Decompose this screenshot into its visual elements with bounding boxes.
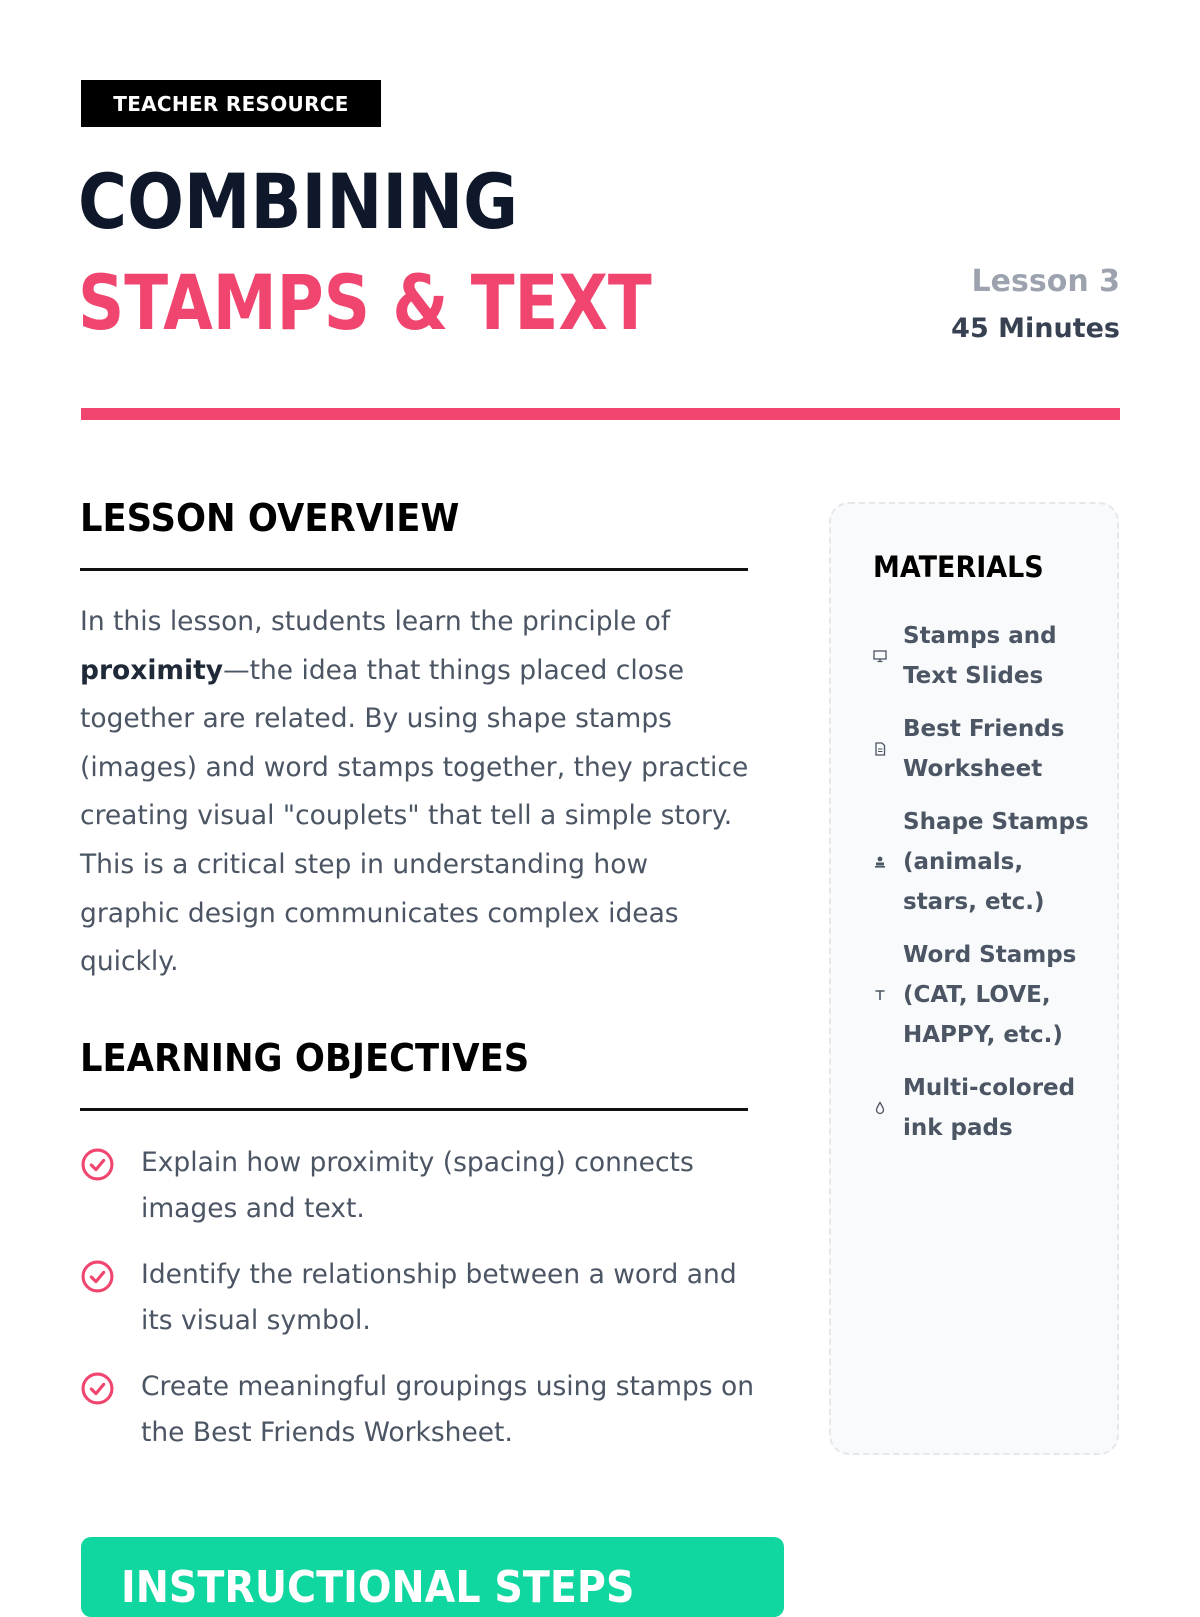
text-icon (873, 988, 887, 1002)
objective-text: Identify the relationship between a word and its visual symbol. (141, 1259, 737, 1336)
lesson-duration: 45 Minutes (951, 313, 1120, 344)
materials-heading: MATERIALS (873, 550, 1044, 584)
material-item (873, 616, 1103, 696)
objectives-heading: LEARNING OBJECTIVES (80, 1036, 530, 1080)
material-item (873, 1068, 1103, 1148)
objectives-list (80, 1140, 760, 1476)
overview-text (80, 598, 755, 987)
material-label: Best Friends Worksheet (903, 716, 1065, 782)
overview-term: proximity (80, 654, 224, 686)
stamp-icon (873, 855, 887, 869)
page-title-line1: COMBINING (78, 157, 519, 246)
check-circle-icon (81, 1372, 114, 1405)
overview-intro: In this lesson, students learn the principle of (80, 606, 671, 637)
material-label: Stamps and Text Slides (903, 623, 1057, 689)
objective-item (80, 1252, 760, 1344)
lesson-number: Lesson 3 (971, 264, 1120, 299)
material-item (873, 709, 1103, 789)
material-label: Word Stamps (CAT, LOVE, HAPPY, etc.) (903, 942, 1077, 1048)
header-divider (81, 408, 1120, 420)
materials-panel (829, 502, 1119, 1455)
material-label: Multi-colored ink pads (903, 1075, 1076, 1141)
check-circle-icon (81, 1260, 114, 1293)
materials-list (873, 616, 1103, 1161)
overview-heading-rule (80, 568, 748, 571)
overview-body: —the idea that things placed close together are related. By using shape stamps (images) and word stamps together, they practice creating visual "couplets" that tell a simple story. This is a critical step in understanding how graphic design communicates complex ideas quickly. (80, 654, 749, 978)
objective-item (80, 1140, 760, 1232)
instructional-steps-banner (81, 1537, 784, 1617)
ink-drop-icon (873, 1101, 887, 1115)
document-icon (873, 742, 887, 756)
material-label: Shape Stamps (animals, stars, etc.) (903, 809, 1089, 915)
objective-text: Create meaningful groupings using stamps on the Best Friends Worksheet. (141, 1371, 755, 1448)
material-item (873, 802, 1103, 922)
objectives-heading-rule (80, 1108, 748, 1111)
objective-text: Explain how proximity (spacing) connects images and text. (141, 1147, 694, 1224)
page-title-line2: STAMPS & TEXT (78, 258, 652, 347)
overview-heading: LESSON OVERVIEW (80, 496, 460, 540)
presentation-icon (873, 649, 887, 663)
check-circle-icon (81, 1148, 114, 1181)
instructional-steps-heading: INSTRUCTIONAL STEPS (121, 1562, 635, 1613)
objective-item (80, 1364, 760, 1456)
material-item (873, 935, 1103, 1055)
resource-badge: TEACHER RESOURCE (81, 80, 381, 127)
